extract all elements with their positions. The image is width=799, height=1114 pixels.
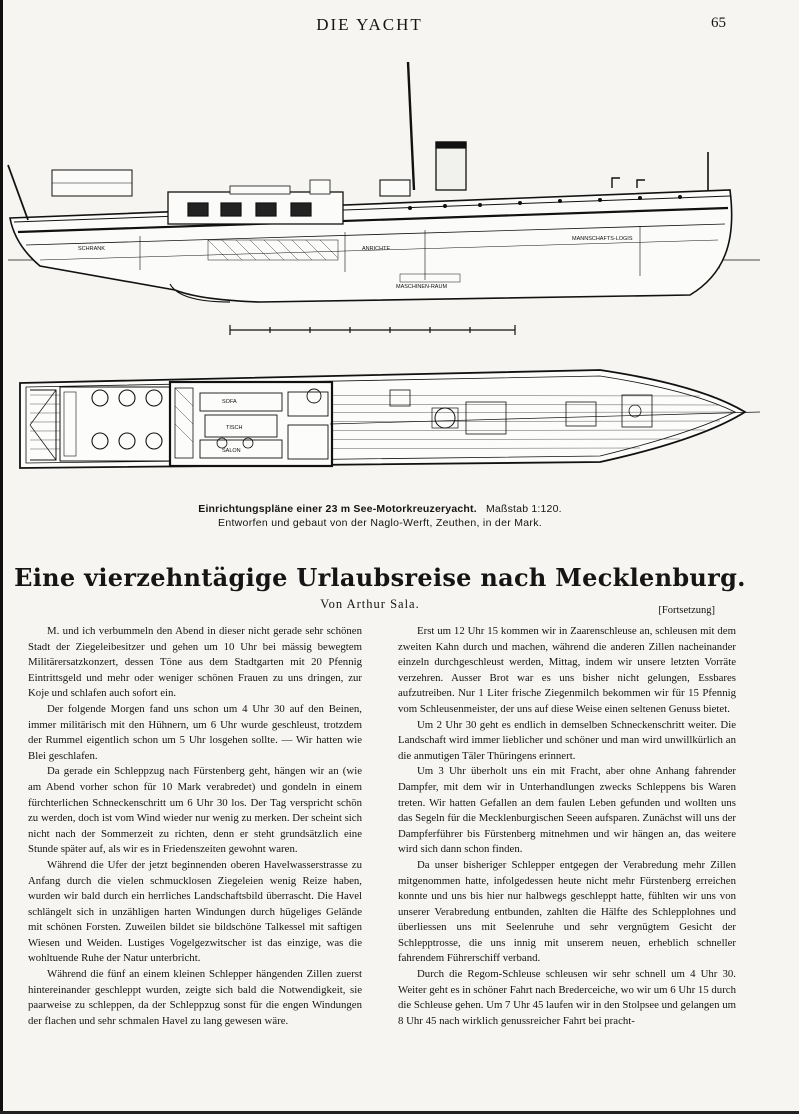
- yacht-plan-drawing: [0, 40, 770, 490]
- continuation-note: [Fortsetzung]: [658, 605, 715, 616]
- page-number: 65: [711, 15, 726, 31]
- scale-bar: [230, 325, 515, 335]
- article-column-left: [28, 624, 362, 1094]
- paragraph: Um 2 Uhr 30 geht es endlich in demselben Schneckenschritt weiter. Die Landschaft wird immer lieblicher und schöner und man wird unwillkürlich an die anmutigen Täler Thüringens erinnert.: [398, 718, 736, 762]
- article-title: Eine vierzehntägige Urlaubsreise nach Mecklenburg.: [14, 563, 746, 592]
- plan-label-salon: SALON: [222, 448, 241, 454]
- plan-label-sofa: SOFA: [222, 399, 237, 405]
- profile-label-mid: ANRICHTE: [362, 246, 391, 252]
- paragraph: Da gerade ein Schleppzug nach Fürstenberg geht, hängen wir an (wie am Abend vorher schon für 10 Mark verabredet) und gondeln in einem fürchterlichen Schneckenschritt um 6 Uhr 30 los. Der Tag verspricht schön zu werden, doch ist vom Wind wieder nur wenig zu merken. Der scheint sich nicht nach der Sommerzeit zu richten, denn er steht grundsätzlich eine Stunde später auf, als wir es in Friedenszeiten gewohnt waren.: [28, 765, 362, 856]
- yacht-deck-plan: [20, 370, 760, 468]
- paragraph: Um 3 Uhr überholt uns ein mit Fracht, aber ohne Anhang fahrender Dampfer, mit dem wir in Unterhandlungen zwecks Schleppens bis Waren treten. Wir hatten Gefallen an dem faulen Leben gefunden und wollten uns das Segeln für die Mecklenburgischen Seeen aufsparen. Zunächst will uns der Dampferführer bis Fürstenberg mitnehmen und wir hängen an, das weitere wird sich dann schon finden.: [398, 765, 736, 856]
- magazine-title: DIE YACHT: [316, 15, 423, 34]
- plan-label-table: TISCH: [226, 425, 243, 431]
- figure-caption: [0, 503, 760, 515]
- paragraph: M. und ich verbummeln den Abend in dieser nicht gerade sehr schönen Stadt der Ziegeleibesitzer und gehen um 10 Uhr bei mässig bewegtem Militärersatzkonzert, dessen Töne aus dem Stadtgarten mit 20 Pfennig Eintrittsgeld und mehr oder weniger schönen Frauen zu uns dringen, zur Koje und schlafen auch sofort ein.: [28, 625, 362, 700]
- paragraph: Da unser bisheriger Schlepper entgegen der Verabredung mehr Zillen mitgenommen hatte, infolgedessen heute nicht mehr Fürstenberg erreichen konnte und uns bis hier nur halbwegs geschleppt hatte, fühlten wir uns von unserer Verabredung entbunden, zahlten die Hälfte des Schlepplohnes und überliessen uns mit Seelenruhe und sehr vergnügtem Gesicht der Schlepptrosse, die uns innig mit unserem neuen, erheblich schneller fahrendem Führerschiff verband.: [398, 858, 736, 965]
- paragraph: Erst um 12 Uhr 15 kommen wir in Zaarenschleuse an, schleusen mit dem zweiten Kahn durch und machen, während die anderen Zillen nacheinander einzeln durchgeschleust werden, Mittag, indem wir unsere letzten Vorräte verzehren. Ausser Brot war es uns bisher nicht gelungen, Essbares aufzutreiben. Nur 1 Liter frische Ziegenmilch bekommen wir für 15 Pfennig vom Schleusenmeister, der uns auf diese Weise einen seltenen Genuss bietet.: [398, 625, 736, 715]
- caption-scale: Maßstab 1:120.: [485, 503, 562, 515]
- article-author: Von Arthur Sala.: [320, 597, 420, 611]
- yacht-side-profile: [8, 62, 760, 302]
- paragraph: Durch die Regom-Schleuse schleusen wir sehr schnell um 4 Uhr 30. Weiter geht es in schöner Fahrt nach Brederceiche, wo wir um 6 Uhr 15 durch die Schleuse gehen. Um 7 Uhr 45 laufen wir in den Stolpsee und gelangen um 8 Uhr 45 nach wirklich genussreicher Fahrt bei pracht-: [398, 968, 736, 1027]
- paragraph: Während die fünf an einem kleinen Schlepper hängenden Zillen zuerst hintereinander geschleppt wurden, zeigte sich bald die Notwendigkeit, sie paarweise zu schleppen, da der Schleppzug sonst für die engen Windungen der flachen und sehr schmalen Havel zu lang gewesen wäre.: [28, 968, 362, 1027]
- paragraph: Während die Ufer der jetzt beginnenden oberen Havelwasserstrasse zu Anfang durch die vielen schmucklosen Ziegeleien wenig Reize haben, wurden wir bald durch ein herrliches Landschaftsbild überrascht. Die Havel schlängelt sich in unzähligen harten Windungen durch hügeliges Gelände mit schönen Forsten. Zuweilen bildet sie bildschöne Talkessel mit saftigen Wiesen und Weiden. Lustiges Vogelgezwitscher ist das einzige, was die wohltuende Ruhe der Natur unterbricht.: [28, 858, 362, 965]
- profile-label-engine: MASCHINEN-RAUM: [396, 284, 448, 290]
- article-column-right: [398, 624, 736, 1094]
- caption-title: Einrichtungspläne einer 23 m See-Motorkreuzeryacht.: [198, 503, 477, 515]
- paragraph: Der folgende Morgen fand uns schon um 4 Uhr 30 auf den Beinen, immer militärisch mit den Hühnern, um 6 Uhr wurde geschleust, trotzdem der Rummel eigentlich schon um 5 Uhr losgehen sollte. — Wir hatten wie Blei geschlafen.: [28, 702, 362, 762]
- figure-credit: Entworfen und gebaut von der Naglo-Werft, Zeuthen, in der Mark.: [218, 517, 542, 529]
- profile-label-aft: MANNSCHAFTS-LOGIS: [572, 236, 633, 242]
- profile-label-cargo: SCHRANK: [78, 246, 105, 252]
